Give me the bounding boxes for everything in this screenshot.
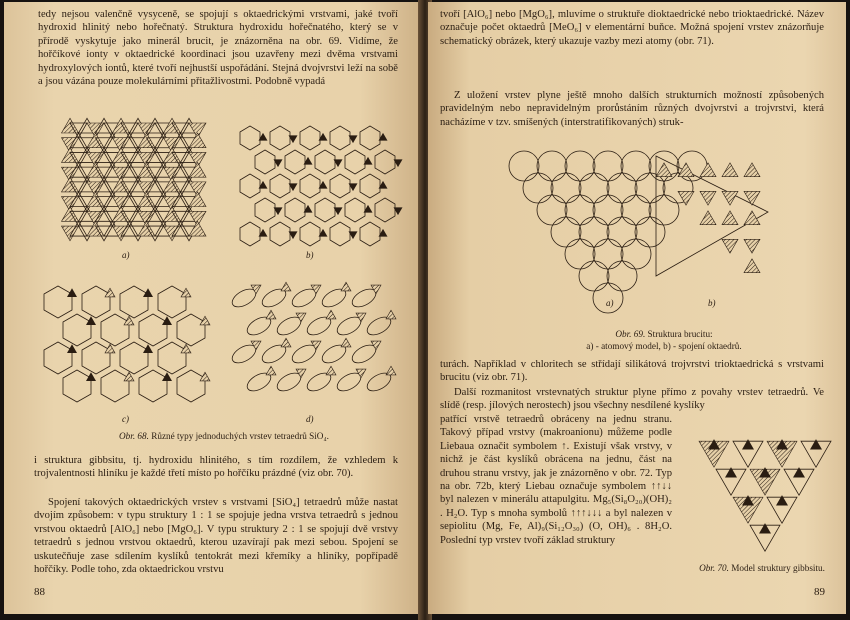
fig69a-atom [579,217,609,247]
fig68a-tetrahedron [189,162,206,177]
fig68a-tetrahedron [138,221,155,236]
fig68b-ring [345,198,365,222]
fig68-label-b: b) [306,250,314,260]
fig68c-ring [120,342,148,374]
fig69a-atom [579,261,609,291]
fig69a-atom [579,173,609,203]
fig70-caption-number: Obr. 70. [699,563,729,573]
fig69b-octahedron [700,191,716,205]
fig69a-atom [635,217,665,247]
fig68a-tetrahedron [62,148,79,163]
left-paragraph-3: Spojení takových oktaedrických vrstev s vrstvami [SiO₄] tetraedrů může nastat dvojím způsobem: v typu struktury 1 : 1 se spojuje jedna vrstva tetraedrů s jednou vrstvou oktaedrů [AlO₆] nebo [MgO₆]. V typu struktury 2 : 1 se spojují dvě vrstvy tetraedrů s jednou vrstvou oktaedrů, kterou uzavírají pak mezi sebou. Spojení se uskutečňuje zase sdílením kyslíků tentokrát mezi křemíky a hliníky, popřípadě hořčíky. Podle toho, zda oktaedrickou vrstvu [34,497,398,576]
fig70-core [810,439,822,449]
fig68b-ring [360,126,380,150]
fig68b-ring [300,222,320,246]
fig68b-ring [285,198,305,222]
fig68b-ring [285,150,305,174]
fig68c-ring [82,286,110,318]
fig68c-ring [158,286,186,318]
fig68d-tetrahedron [386,310,396,319]
fig68b-ring [270,174,290,198]
fig69a-atom [593,239,623,269]
fig68c-ring [63,314,91,346]
fig69a-atom [537,195,567,225]
fig68a-tetrahedron [113,226,130,241]
fig69a-atom [565,195,595,225]
fig68a-tetrahedron [87,133,104,148]
fig69a-atom [551,217,581,247]
fig68c-tetrahedron [200,372,210,381]
fig68c-ring [63,370,91,402]
fig69a-atom [551,173,581,203]
fig68-label-d: d) [306,414,314,424]
fig69-label-b: b) [708,298,716,308]
fig69b-octahedron [656,163,672,177]
right-paragraph-3: turách. Například v chloritech se střídají silikátová trojvrstvi trioktaedrická s vrstvami brucitu (viz obr. 71). [440,359,824,384]
fig69a-atom [635,173,665,203]
fig68a-tetrahedron [113,148,130,163]
fig69a-atom [621,151,651,181]
fig69b-octahedron [722,211,738,225]
fig68a-tetrahedron [138,192,155,207]
left-paragraph-1: tedy nejsou valenčně vysyceně, se spojují s oktaedrickými vrstvami, jaké tvoří hydroxid hlinitý nebo hořečnatý. Struktura hydroxidu hořečnatého, který se v přírodě vyskytuje jako minerál brucit, je znázorněna na obr. 69. Vidíme, že hořčíkové ionty v oktaedrické koordinaci jsou uzavřeny mezi dvěma vrstvami hydroxylových iontů, které tvoří nejhustší uspořádání. Stejná dvojvrstvi leží na sobě a jsou vázána pouze molekulárními přitažlivostmi. Podobně vypadá [38,9,398,88]
fig69b-octahedron [678,163,694,177]
fig68c-ring [44,342,72,374]
fig68d-tetrahedron [386,366,396,375]
right-paragraph-2: Z uložení vrstev plyne ještě mnoho dalších strukturních možností způsobených pravidelným nebo nepravidelným prorůstáním různých dvojvrstvi a trojvrstvi, která nacházíme v tzv. smíšených (interstratifikovaných) struk- [440,90,824,128]
fig68c-tetrahedron [143,288,153,297]
fig68c-ring [139,314,167,346]
fig69a-atom [593,195,623,225]
fig69b-octahedron [722,191,738,205]
fig69a-atom [523,173,553,203]
fig68d-tetrahedron [266,366,276,375]
fig69b-octahedron [744,163,760,177]
fig68d-tetrahedron [281,282,291,291]
fig68a-tetrahedron [87,192,104,207]
right-paragraph-4: Další rozmanitost vrstevnatých struktur plyne přímo z povahy vrstev tetraedrů. Ve slídě (resp. jílových nerostech) jsou všechny nesdílené kyslíky [440,387,824,412]
fig69a-atom [621,195,651,225]
fig68c-ring [101,370,129,402]
fig68c-ring [120,286,148,318]
fig68a-tetrahedron [164,148,181,163]
fig68a-tetrahedron [62,177,79,192]
fig69-caption-line1: Struktura brucitu: [647,329,713,339]
fig68c-ring [139,370,167,402]
left-page-number: 88 [34,586,45,598]
fig68a-tetrahedron [138,133,155,148]
fig69a-atom [607,217,637,247]
fig68b-ring [255,150,275,174]
fig68a-tetrahedron [62,118,79,133]
fig68b-ring [270,222,290,246]
fig68b-ring [315,150,335,174]
fig69a-atom [607,173,637,203]
fig69a-atom [537,151,567,181]
fig68c-ring [44,286,72,318]
fig68a-tetrahedron [189,192,206,207]
fig68b-ring [300,126,320,150]
fig68b-ring [330,222,350,246]
fig68b-ring [375,150,395,174]
fig68c-tetrahedron [67,288,77,297]
fig68b-ring [300,174,320,198]
fig69a-atom [593,151,623,181]
fig68c-ring [177,314,205,346]
fig68a-tetrahedron [138,162,155,177]
fig69-caption-line2: a) - atomový model, b) - spojení oktaedrů. [586,341,742,351]
fig68b-ring [315,198,335,222]
fig68d-tetrahedron [266,310,276,319]
right-paragraph-4-continued: patřící vrstvě tetraedrů obráceny na jednu stranu. Takový případ vrstvy (makroanionu) můžeme podle Liebaua označit symbolem ↑. Existují však vrstvy, v nichž je část kyslíků obrácena na jednu, část na druhou stranu vrstvy, jak je znázorněno v obr. 72. Typ na obr. 72b, který Liebau označuje symbolem ↑↑↓↓ byl nalezen v minerálu attapulgitu. Mg₅(Si₈O₂₀)(OH)₂ . H₂O. Typ s mnoha symbolů ↑↑↑↓↓↓ a byl nalezen v sepiolitu (Mg, Fe, Al)₉(Si₁₂O₃₀) (O, OH)₆ . 8H₂O. Poslední typ vrstev tvoří základ struktury [440,414,672,546]
fig70-core [725,467,737,477]
right-page-number: 89 [814,586,825,598]
fig70-core [793,467,805,477]
fig68c-tetrahedron [105,288,115,297]
fig68c-tetrahedron [181,288,191,297]
fig68b-ring [345,150,365,174]
fig68a-tetrahedron [164,177,181,192]
fig68d-tetrahedron [326,310,336,319]
fig68b-ring [360,174,380,198]
fig68a-tetrahedron [87,162,104,177]
fig69b-octahedron [700,163,716,177]
fig68b-ring [360,222,380,246]
fig69b-octahedron [744,191,760,205]
fig68d-tetrahedron [281,338,291,347]
left-paragraph-2: i struktura gibbsitu, tj. hydroxidu hlinitého, s tím rozdílem, že vzhledem k trojvalentnosti hliníku je každé třetí místo po hořčíku prázdné (viz obr. 70). [34,455,398,480]
fig68a-tetrahedron [189,133,206,148]
fig68a-tetrahedron [164,226,181,241]
fig68b-ring [270,126,290,150]
fig68b-ring [240,222,260,246]
fig69-label-a: a) [606,298,614,308]
fig68c-ring [82,342,110,374]
fig68-caption [74,430,374,442]
fig68-label-c: c) [122,414,129,424]
fig68-caption-number: Obr. 68. [119,431,149,441]
fig69a-atom [649,195,679,225]
fig68a-tetrahedron [62,207,79,222]
fig69-caption-number: Obr. 69. [615,329,646,339]
fig68b-ring [240,174,260,198]
fig69b-octahedron [744,259,760,273]
fig68a-tetrahedron [113,177,130,192]
right-paragraph-1: tvoří [AlO₆] nebo [MgO₆], mluvíme o struktuře dioktaedrické nebo trioktaedrické. Název označuje počet oktaedrů [MeO₆] v elementární buňce. Možná spojení vrstev znázorňuje schematický obrázek, který ukazuje vazby mezi atomy (obr. 71). [440,9,824,47]
fig70-core [776,495,788,505]
left-page [4,2,422,614]
fig69b-octahedron [744,239,760,253]
fig68c-ring [158,342,186,374]
fig68a-tetrahedron [164,118,181,133]
fig69a-atom [621,239,651,269]
fig68a-tetrahedron [189,221,206,236]
fig68d-tetrahedron [341,282,351,291]
fig68c-ring [177,370,205,402]
fig68c-ring [101,314,129,346]
fig68b-ring [330,174,350,198]
fig68d-tetrahedron [326,366,336,375]
fig70-core [742,439,754,449]
fig68b-ring [330,126,350,150]
fig68d-tetrahedron [341,338,351,347]
fig68a-tetrahedron [113,118,130,133]
fig69-caption [524,328,804,352]
fig68b-ring [375,198,395,222]
fig70-core [759,523,771,533]
fig69a-atom [565,151,595,181]
fig68a-tetrahedron [164,207,181,222]
fig69a-atom [509,151,539,181]
fig69b-octahedron [700,211,716,225]
fig69b-octahedron [722,163,738,177]
fig68b-ring [240,126,260,150]
fig68-label-a: a) [122,250,130,260]
right-page [428,2,846,614]
fig68-caption-text: Různé typy jednoduchých vrstev tetraedrů SiO₄. [151,431,329,441]
fig68c-tetrahedron [200,316,210,325]
fig69a-atom [565,239,595,269]
fig70-caption-text: Model struktury gibbsitu. [731,563,825,573]
fig68a-tetrahedron [113,207,130,222]
fig70-caption [682,562,842,574]
fig68a-tetrahedron [87,221,104,236]
fig68b-ring [255,198,275,222]
fig68a-tetrahedron [62,226,79,241]
fig69b-octahedron [722,239,738,253]
fig69a-atom [607,261,637,291]
